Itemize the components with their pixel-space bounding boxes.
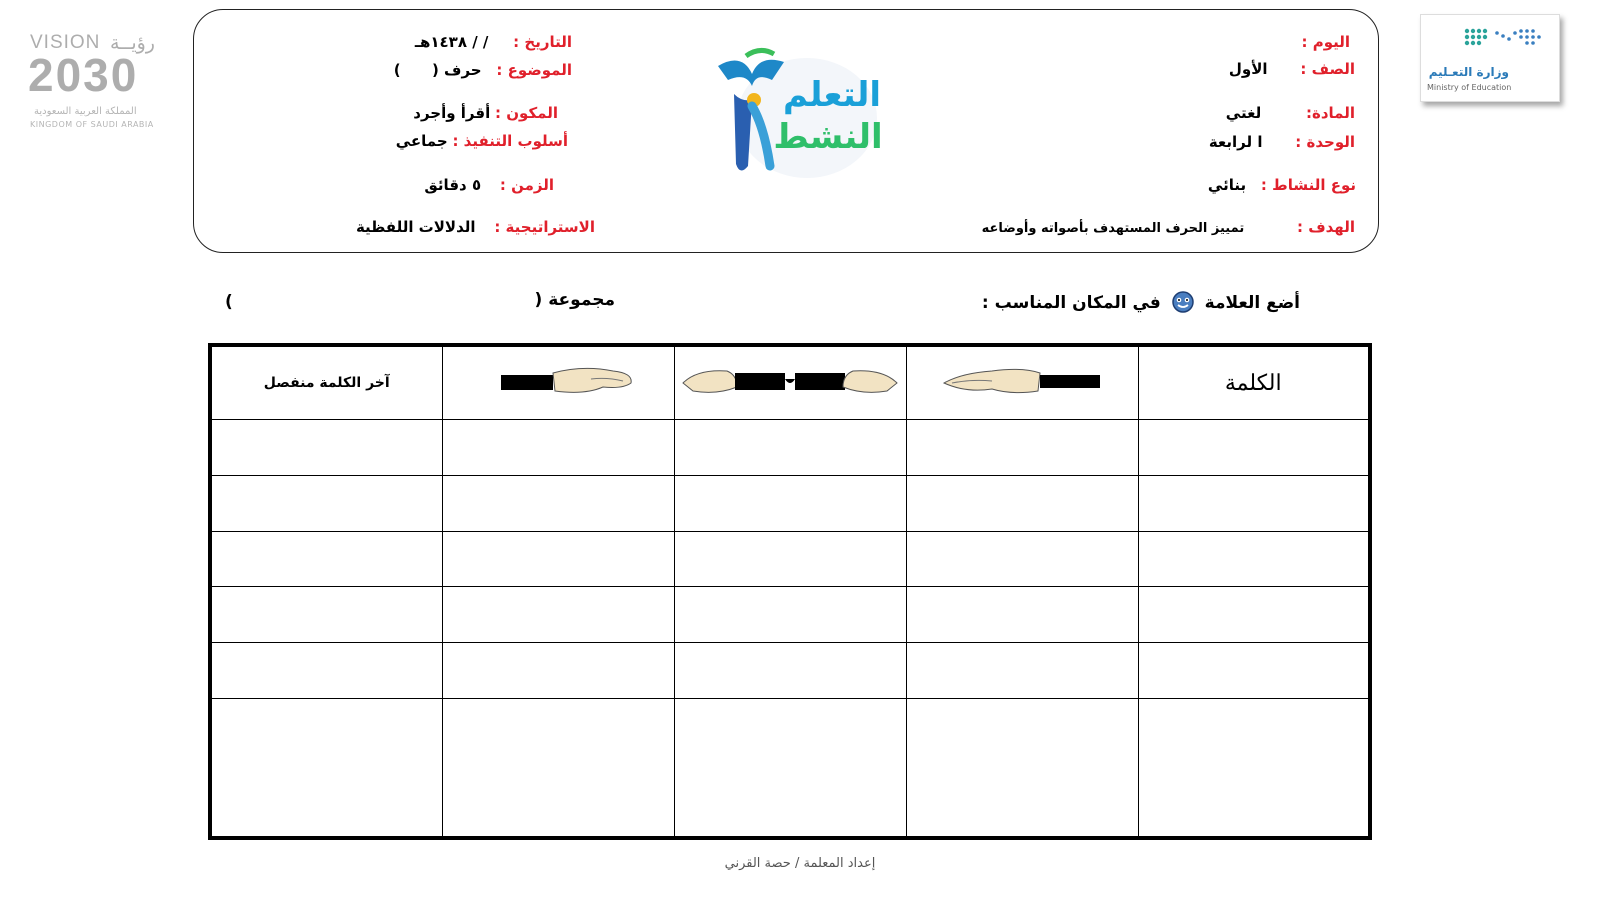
table-row	[210, 698, 1370, 838]
date-row	[415, 33, 572, 51]
middle-position-header	[674, 345, 906, 420]
hands-middle-icon	[677, 361, 903, 401]
topic-row	[394, 61, 572, 79]
answer-cell[interactable]	[210, 587, 442, 643]
date-value: / / ١٤٣٨هـ	[414, 33, 489, 51]
time-value: ٥ دقائق	[424, 176, 482, 194]
component-row	[413, 104, 558, 122]
answer-cell[interactable]	[906, 475, 1138, 531]
activity-type-value: بنائي	[1207, 176, 1247, 194]
word-cell[interactable]	[1138, 475, 1370, 531]
vision-2030-logo	[14, 26, 164, 129]
strategy-row	[356, 218, 595, 236]
answer-cell[interactable]	[906, 643, 1138, 699]
answer-cell[interactable]	[442, 643, 674, 699]
grade-label: الصف :	[1300, 60, 1355, 78]
group-open: مجموعة (	[534, 290, 615, 310]
method-label: أسلوب التنفيذ :	[452, 132, 568, 150]
day-label: اليوم :	[1301, 33, 1350, 51]
time-label: الزمن :	[499, 176, 554, 194]
moe-dots-icon	[1461, 25, 1547, 55]
answer-cell[interactable]	[906, 420, 1138, 476]
unit-label: الوحدة :	[1295, 133, 1355, 151]
time-row	[424, 176, 554, 194]
table-row	[210, 531, 1370, 587]
footer-credit: إعداد المعلمة / حصة القرني	[724, 856, 876, 871]
subject-row	[1226, 104, 1355, 122]
vision-country-en: KINGDOM OF SAUDI ARABIA	[30, 120, 154, 129]
strategy-value: الدلالات اللفظية	[355, 218, 476, 236]
logo-word-1: التعلم	[782, 75, 882, 115]
strategy-label: الاستراتيجية :	[494, 218, 595, 236]
answer-cell[interactable]	[906, 587, 1138, 643]
answer-cell[interactable]	[210, 698, 442, 838]
answer-cell[interactable]	[210, 531, 442, 587]
group-close: )	[225, 292, 233, 312]
activity-type-label: نوع النشاط :	[1260, 176, 1356, 194]
answer-cell[interactable]	[674, 643, 906, 699]
instruction-suffix: في المكان المناسب :	[981, 293, 1161, 313]
answer-cell[interactable]	[674, 475, 906, 531]
start-position-header	[906, 345, 1138, 420]
last-separate-header: آخر الكلمة منفصل	[210, 345, 442, 420]
topic-value: حرف ( )	[393, 61, 482, 79]
goal-value: تمييز الحرف المستهدف بأصواته وأوضاعه	[981, 221, 1245, 236]
component-value: أقرأ وأجرد	[413, 104, 491, 122]
date-label: التاريخ :	[513, 33, 572, 51]
answer-cell[interactable]	[442, 475, 674, 531]
answer-cell[interactable]	[674, 420, 906, 476]
hand-pointing-right-icon	[932, 361, 1112, 401]
active-learning-icon	[712, 46, 882, 186]
grade-value: الأول	[1228, 60, 1268, 78]
unit-row	[1209, 133, 1355, 151]
vision-latin: VISION	[30, 32, 101, 53]
word-cell[interactable]	[1138, 587, 1370, 643]
table-row	[210, 475, 1370, 531]
hand-pointing-left-icon	[473, 361, 643, 401]
ministry-of-education-logo	[1420, 14, 1560, 102]
moe-arabic-name: وزارة التعـليم	[1428, 65, 1509, 79]
word-cell[interactable]	[1138, 643, 1370, 699]
end-position-header	[442, 345, 674, 420]
answer-cell[interactable]	[210, 475, 442, 531]
grade-row	[1229, 60, 1355, 78]
word-cell[interactable]	[1138, 698, 1370, 838]
table-row	[210, 420, 1370, 476]
answer-cell[interactable]	[442, 698, 674, 838]
answer-cell[interactable]	[674, 531, 906, 587]
answer-cell[interactable]	[442, 420, 674, 476]
answer-cell[interactable]	[442, 587, 674, 643]
table-row	[210, 587, 1370, 643]
activity-type-row	[1208, 176, 1356, 194]
table-header-row	[210, 345, 1370, 420]
topic-label: الموضوع :	[496, 61, 572, 79]
unit-value: ا لرابعة	[1208, 133, 1263, 151]
word-cell[interactable]	[1138, 420, 1370, 476]
logo-word-2: النشط	[773, 117, 882, 157]
vision-year: 2030	[28, 49, 139, 101]
vision-arabic: رؤيــة	[110, 33, 155, 54]
goal-row	[982, 218, 1355, 236]
answer-cell[interactable]	[210, 420, 442, 476]
subject-label: المادة:	[1305, 104, 1355, 122]
goal-label: الهدف :	[1297, 218, 1355, 236]
word-cell[interactable]	[1138, 531, 1370, 587]
method-row	[396, 132, 568, 150]
answer-cell[interactable]	[210, 643, 442, 699]
answer-cell[interactable]	[674, 698, 906, 838]
component-label: المكون :	[495, 104, 558, 122]
word-classification-table	[208, 343, 1372, 840]
answer-cell[interactable]	[906, 698, 1138, 838]
word-header: الكلمة	[1138, 345, 1370, 420]
method-value: جماعي	[395, 132, 448, 150]
moe-english-name: Ministry of Education	[1427, 83, 1512, 92]
table-row	[210, 643, 1370, 699]
answer-cell[interactable]	[906, 531, 1138, 587]
instruction-prefix: أضع العلامة	[1204, 293, 1300, 313]
answer-cell[interactable]	[674, 587, 906, 643]
instruction-line	[982, 290, 1300, 314]
subject-value: لغتي	[1225, 104, 1262, 122]
active-learning-logo	[712, 46, 882, 186]
answer-cell[interactable]	[442, 531, 674, 587]
smiley-mark-icon	[1171, 290, 1195, 314]
vision-country-ar: المملكة العربية السعودية	[34, 106, 137, 117]
